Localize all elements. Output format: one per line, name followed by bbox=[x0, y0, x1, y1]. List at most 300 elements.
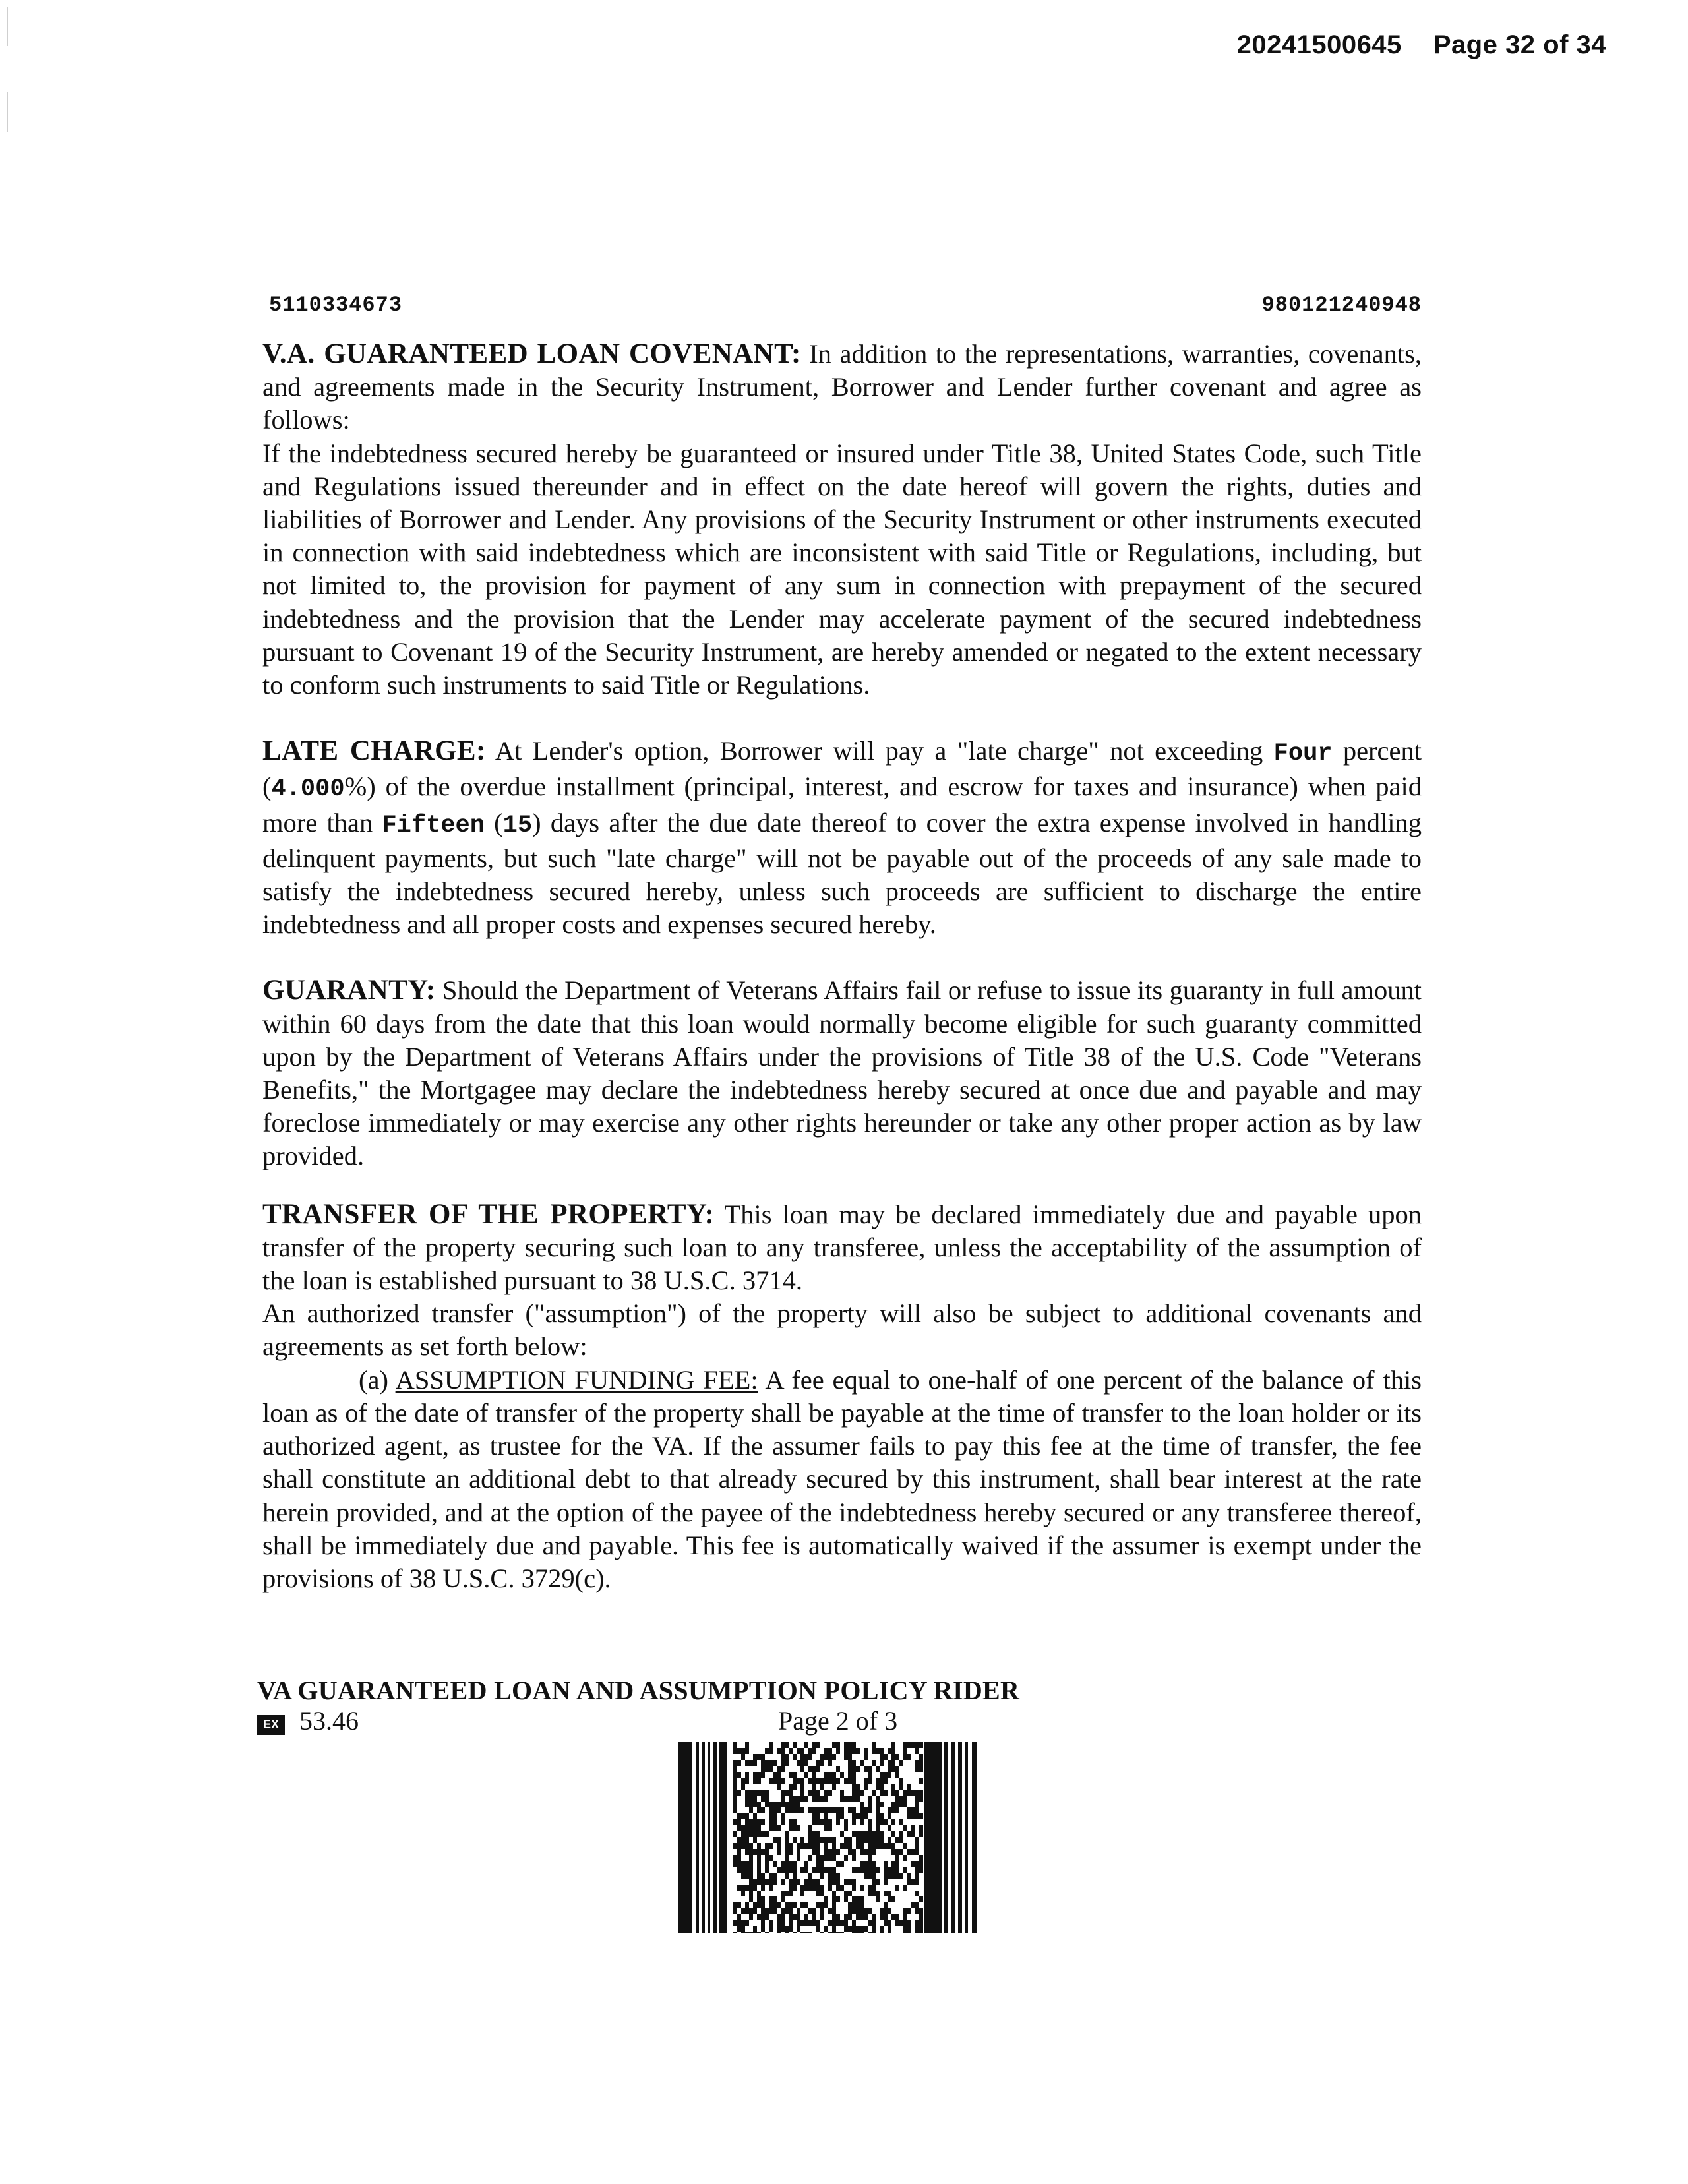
barcode-module bbox=[733, 1790, 737, 1796]
barcode-module bbox=[777, 1802, 781, 1807]
barcode-module bbox=[919, 1855, 923, 1861]
barcode-module bbox=[785, 1831, 789, 1837]
barcode-module bbox=[816, 1861, 820, 1867]
barcode-module bbox=[733, 1766, 737, 1772]
va-covenant-body: If the indebtedness secured hereby be guaranteed or insured under Title 38, United States Code, such Title and Regulations issued thereunder and in effect on the date hereof will govern the rights, duties and liabilities of Borrower and Lender. Any provisions of the Security Instrument or other instruments executed in connection with said indebtedness which are inconsistent with said Title or Regulations, including, but not limited to, the provision for payment of any sum in connection with prepayment of the secured indebtedness and the provision that the Lender may accelerate payment of the secured indebtedness pursuant to Covenant 19 of the Security Instrument, are hereby amended or negated to the extent necessary to conform such instruments to said Title or Regulations. bbox=[262, 438, 1422, 700]
barcode-module bbox=[757, 1807, 761, 1813]
barcode-module bbox=[891, 1802, 895, 1807]
barcode-module bbox=[895, 1796, 899, 1802]
barcode-module bbox=[899, 1849, 903, 1855]
barcode-module bbox=[785, 1891, 789, 1896]
barcode-module bbox=[812, 1790, 816, 1796]
barcode-module bbox=[785, 1908, 789, 1914]
barcode-module bbox=[880, 1754, 884, 1760]
barcode-module bbox=[785, 1855, 789, 1861]
barcode-module bbox=[919, 1920, 923, 1926]
barcode-module bbox=[757, 1825, 761, 1831]
barcode-module bbox=[864, 1807, 868, 1813]
barcode-module bbox=[749, 1819, 753, 1825]
barcode-module bbox=[733, 1742, 737, 1748]
assumption-funding-fee-title: ASSUMPTION FUNDING FEE: bbox=[395, 1364, 758, 1395]
barcode-module bbox=[745, 1748, 749, 1754]
barcode-module bbox=[907, 1831, 911, 1837]
barcode-module bbox=[884, 1843, 888, 1849]
barcode-module bbox=[868, 1861, 872, 1867]
barcode-module bbox=[907, 1807, 911, 1813]
barcode-module bbox=[915, 1813, 919, 1819]
barcode-module bbox=[745, 1831, 749, 1837]
barcode-module bbox=[824, 1896, 828, 1902]
barcode-module bbox=[757, 1867, 761, 1873]
barcode-module bbox=[907, 1926, 911, 1932]
barcode-module bbox=[789, 1807, 793, 1813]
late-charge-rate-number: 4.000 bbox=[271, 775, 345, 804]
barcode-module bbox=[880, 1932, 884, 1933]
barcode-module bbox=[852, 1932, 856, 1933]
barcode-module bbox=[852, 1760, 856, 1766]
barcode-module bbox=[880, 1760, 884, 1766]
barcode-module bbox=[757, 1819, 761, 1825]
barcode-module bbox=[884, 1879, 888, 1885]
barcode-module bbox=[812, 1837, 816, 1843]
guaranty-paragraph: GUARANTY: Should the Department of Veterans Affairs fail or refuse to issue its guaranty in full amount within 60 days from the date that this loan would normally become eligible for such guaranty committed upon by the Department of Veterans Affairs under the provisions of Title 38 of the U.S. Code "Veterans Benefits," the Mortgagee may declare the indebtedness hereby secured at once due and payable and may foreclose immediately or may exercise any other rights hereunder or take any other proper action as by law provided. bbox=[262, 975, 1422, 1171]
barcode-module bbox=[836, 1807, 840, 1813]
barcode-module bbox=[777, 1843, 781, 1849]
barcode-module bbox=[741, 1778, 745, 1784]
barcode-module bbox=[741, 1867, 745, 1873]
barcode-module bbox=[781, 1760, 785, 1766]
barcode-module bbox=[888, 1837, 891, 1843]
barcode-module bbox=[745, 1867, 749, 1873]
barcode-module bbox=[903, 1843, 907, 1849]
barcode-module bbox=[761, 1796, 765, 1802]
barcode-module bbox=[749, 1896, 753, 1902]
barcode-module bbox=[761, 1873, 765, 1879]
barcode-module bbox=[741, 1891, 745, 1896]
barcode-module bbox=[864, 1813, 868, 1819]
barcode-module bbox=[741, 1813, 745, 1819]
barcode-module bbox=[852, 1831, 856, 1837]
barcode-module bbox=[856, 1843, 860, 1849]
barcode-module bbox=[816, 1879, 820, 1885]
barcode-module bbox=[872, 1748, 876, 1754]
barcode-module bbox=[824, 1796, 828, 1802]
barcode-module bbox=[816, 1742, 820, 1748]
barcode-module bbox=[915, 1879, 919, 1885]
barcode-module bbox=[915, 1908, 919, 1914]
barcode-module bbox=[793, 1778, 797, 1784]
barcode-module bbox=[872, 1873, 876, 1879]
barcode-module bbox=[915, 1861, 919, 1867]
barcode-module bbox=[785, 1837, 789, 1843]
barcode-module bbox=[749, 1796, 753, 1802]
barcode-module bbox=[872, 1760, 876, 1766]
barcode-module bbox=[828, 1908, 832, 1914]
barcode-module bbox=[785, 1873, 789, 1879]
barcode-module bbox=[860, 1902, 864, 1908]
barcode-module bbox=[816, 1902, 820, 1908]
barcode-module bbox=[820, 1873, 824, 1879]
barcode-module bbox=[876, 1813, 880, 1819]
barcode-module bbox=[804, 1754, 808, 1760]
barcode-module bbox=[907, 1920, 911, 1926]
barcode-module bbox=[828, 1873, 832, 1879]
barcode-module bbox=[832, 1932, 836, 1933]
barcode-module bbox=[824, 1819, 828, 1825]
barcode-module bbox=[868, 1796, 872, 1802]
barcode-module bbox=[915, 1867, 919, 1873]
barcode-module bbox=[820, 1778, 824, 1784]
barcode-module bbox=[769, 1873, 773, 1879]
barcode-module bbox=[852, 1784, 856, 1790]
barcode-module bbox=[868, 1932, 872, 1933]
barcode-module bbox=[872, 1867, 876, 1873]
barcode-module bbox=[852, 1908, 856, 1914]
barcode-module bbox=[872, 1742, 876, 1748]
barcode-module bbox=[804, 1932, 808, 1933]
barcode-module bbox=[812, 1831, 816, 1837]
barcode-module bbox=[828, 1825, 832, 1831]
barcode-module bbox=[824, 1754, 828, 1760]
barcode-module bbox=[856, 1790, 860, 1796]
barcode-module bbox=[828, 1748, 832, 1754]
barcode-module bbox=[781, 1766, 785, 1772]
barcode-module bbox=[761, 1914, 765, 1920]
barcode-module bbox=[911, 1831, 915, 1837]
barcode-module bbox=[789, 1861, 793, 1867]
barcode-module bbox=[907, 1879, 911, 1885]
barcode-module bbox=[872, 1914, 876, 1920]
barcode-module bbox=[741, 1748, 745, 1754]
barcode-module bbox=[888, 1843, 891, 1849]
barcode-module bbox=[919, 1796, 923, 1802]
barcode-module bbox=[828, 1885, 832, 1891]
barcode-module bbox=[745, 1760, 749, 1766]
barcode-module bbox=[848, 1748, 852, 1754]
barcode-module bbox=[816, 1819, 820, 1825]
barcode-module bbox=[789, 1748, 793, 1754]
barcode-module bbox=[836, 1920, 840, 1926]
barcode-module bbox=[820, 1796, 824, 1802]
barcode-module bbox=[800, 1807, 804, 1813]
barcode-module bbox=[781, 1796, 785, 1802]
barcode-module bbox=[816, 1867, 820, 1873]
barcode-module bbox=[832, 1902, 836, 1908]
barcode-module bbox=[868, 1802, 872, 1807]
page-label: Page 32 of 34 bbox=[1433, 30, 1606, 59]
barcode-module bbox=[761, 1902, 765, 1908]
barcode-module bbox=[919, 1932, 923, 1933]
barcode-module bbox=[836, 1873, 840, 1879]
barcode-module bbox=[800, 1891, 804, 1896]
barcode-module bbox=[820, 1932, 824, 1933]
barcode-module bbox=[844, 1920, 848, 1926]
barcode-module bbox=[741, 1837, 745, 1843]
barcode-module bbox=[797, 1843, 800, 1849]
barcode-module bbox=[808, 1807, 812, 1813]
barcode-module bbox=[899, 1831, 903, 1837]
barcode-module bbox=[804, 1902, 808, 1908]
barcode-module bbox=[840, 1861, 844, 1867]
barcode-module bbox=[808, 1790, 812, 1796]
barcode-module bbox=[915, 1796, 919, 1802]
barcode-module bbox=[864, 1831, 868, 1837]
barcode-module bbox=[793, 1861, 797, 1867]
barcode-module bbox=[745, 1778, 749, 1784]
barcode-module bbox=[749, 1855, 753, 1861]
barcode-module bbox=[832, 1896, 836, 1902]
barcode-module bbox=[804, 1796, 808, 1802]
barcode-module bbox=[753, 1902, 757, 1908]
barcode-module bbox=[816, 1891, 820, 1896]
barcode-module bbox=[852, 1742, 856, 1748]
barcode-module bbox=[828, 1879, 832, 1885]
barcode-module bbox=[793, 1914, 797, 1920]
barcode-module bbox=[844, 1754, 848, 1760]
barcode-module bbox=[812, 1766, 816, 1772]
barcode-module bbox=[860, 1790, 864, 1796]
barcode-module bbox=[915, 1926, 919, 1932]
barcode-module bbox=[741, 1861, 745, 1867]
barcode-module bbox=[919, 1926, 923, 1932]
barcode-module bbox=[773, 1802, 777, 1807]
barcode-module bbox=[824, 1778, 828, 1784]
barcode-module bbox=[793, 1825, 797, 1831]
barcode-module bbox=[741, 1885, 745, 1891]
barcode-module bbox=[793, 1807, 797, 1813]
barcode-module bbox=[800, 1932, 804, 1933]
barcode-module bbox=[773, 1807, 777, 1813]
barcode-module bbox=[876, 1748, 880, 1754]
barcode-module bbox=[872, 1885, 876, 1891]
barcode-module bbox=[840, 1790, 844, 1796]
barcode-module bbox=[781, 1742, 785, 1748]
barcode-module bbox=[800, 1885, 804, 1891]
barcode-module bbox=[741, 1843, 745, 1849]
barcode-module bbox=[848, 1926, 852, 1932]
barcode-module bbox=[888, 1932, 891, 1933]
barcode-module bbox=[860, 1867, 864, 1873]
late-charge-heading: LATE CHARGE: bbox=[262, 735, 486, 767]
barcode-module bbox=[793, 1885, 797, 1891]
barcode-module bbox=[773, 1873, 777, 1879]
barcode-module bbox=[876, 1867, 880, 1873]
barcode-module bbox=[733, 1908, 737, 1914]
barcode-module bbox=[856, 1766, 860, 1772]
barcode-module bbox=[793, 1802, 797, 1807]
barcode-module bbox=[832, 1855, 836, 1861]
barcode-module bbox=[749, 1908, 753, 1914]
transfer-assumption-text: An authorized transfer ("assumption") of the property will also be subject to additional covenants and agreements as set forth below: bbox=[262, 1298, 1422, 1362]
barcode-module bbox=[797, 1914, 800, 1920]
barcode-module bbox=[812, 1867, 816, 1873]
barcode-module bbox=[800, 1796, 804, 1802]
barcode-module bbox=[749, 1867, 753, 1873]
barcode-module bbox=[781, 1748, 785, 1754]
barcode-module bbox=[781, 1861, 785, 1867]
barcode-module bbox=[761, 1807, 765, 1813]
barcode-module bbox=[757, 1849, 761, 1855]
barcode-module bbox=[757, 1896, 761, 1902]
barcode-module bbox=[765, 1914, 769, 1920]
barcode-module bbox=[848, 1760, 852, 1766]
barcode-module bbox=[773, 1902, 777, 1908]
barcode-module bbox=[812, 1849, 816, 1855]
barcode-module bbox=[789, 1819, 793, 1825]
barcode-module bbox=[899, 1784, 903, 1790]
barcode-module bbox=[793, 1873, 797, 1879]
barcode-module bbox=[907, 1932, 911, 1933]
barcode-module bbox=[899, 1778, 903, 1784]
barcode-module bbox=[789, 1772, 793, 1778]
barcode-module bbox=[868, 1885, 872, 1891]
barcode-module bbox=[840, 1920, 844, 1926]
barcode-module bbox=[749, 1873, 753, 1879]
barcode-module bbox=[808, 1748, 812, 1754]
barcode-module bbox=[864, 1926, 868, 1932]
barcode-module bbox=[789, 1790, 793, 1796]
barcode-module bbox=[852, 1867, 856, 1873]
barcode-module bbox=[852, 1748, 856, 1754]
barcode-module bbox=[816, 1760, 820, 1766]
transfer-heading: TRANSFER OF THE PROPERTY: bbox=[262, 1198, 715, 1230]
barcode-module bbox=[832, 1914, 836, 1920]
barcode-module bbox=[832, 1843, 836, 1849]
barcode-module bbox=[868, 1778, 872, 1784]
barcode-module bbox=[895, 1754, 899, 1760]
barcode-module bbox=[800, 1766, 804, 1772]
barcode-module bbox=[753, 1932, 757, 1933]
barcode-module bbox=[891, 1843, 895, 1849]
barcode-module bbox=[816, 1831, 820, 1837]
barcode-module bbox=[864, 1778, 868, 1784]
barcode-module bbox=[761, 1908, 765, 1914]
barcode-module bbox=[812, 1748, 816, 1754]
barcode-module bbox=[808, 1908, 812, 1914]
barcode-module bbox=[737, 1914, 741, 1920]
barcode-module bbox=[848, 1772, 852, 1778]
barcode-module bbox=[880, 1843, 884, 1849]
loan-number-right: 980121240948 bbox=[1261, 293, 1422, 317]
barcode-module bbox=[852, 1879, 856, 1885]
barcode-module bbox=[773, 1837, 777, 1843]
barcode-module bbox=[872, 1861, 876, 1867]
barcode-module bbox=[777, 1772, 781, 1778]
late-charge-days-words: Fifteen bbox=[382, 811, 485, 839]
barcode-module bbox=[769, 1843, 773, 1849]
barcode-module bbox=[800, 1760, 804, 1766]
barcode-module bbox=[785, 1926, 789, 1932]
barcode-module bbox=[876, 1807, 880, 1813]
barcode-module bbox=[777, 1914, 781, 1920]
barcode-module bbox=[765, 1879, 769, 1885]
va-covenant-intro: V.A. GUARANTEED LOAN COVENANT: In addition to the representations, warranties, covenants, and agreements made in the Security Instrument, Borrower and Lender further covenant and agree as follows: bbox=[262, 338, 1422, 435]
barcode-module bbox=[840, 1843, 844, 1849]
barcode-module bbox=[737, 1855, 741, 1861]
barcode-module bbox=[769, 1802, 773, 1807]
barcode-module bbox=[860, 1861, 864, 1867]
barcode-module bbox=[757, 1879, 761, 1885]
barcode-module bbox=[836, 1819, 840, 1825]
barcode-module bbox=[836, 1778, 840, 1784]
barcode-module bbox=[753, 1819, 757, 1825]
barcode-module bbox=[749, 1843, 753, 1849]
barcode-module bbox=[769, 1902, 773, 1908]
barcode-module bbox=[848, 1754, 852, 1760]
barcode-module bbox=[899, 1873, 903, 1879]
barcode-module bbox=[769, 1896, 773, 1902]
barcode-module bbox=[836, 1813, 840, 1819]
barcode-module bbox=[911, 1742, 915, 1748]
barcode-module bbox=[733, 1932, 737, 1933]
barcode-module bbox=[785, 1849, 789, 1855]
barcode-module bbox=[741, 1831, 745, 1837]
barcode-module bbox=[761, 1879, 765, 1885]
barcode-module bbox=[848, 1879, 852, 1885]
barcode-module bbox=[733, 1748, 737, 1754]
barcode-module bbox=[848, 1891, 852, 1896]
barcode-module bbox=[852, 1772, 856, 1778]
barcode-module bbox=[836, 1879, 840, 1885]
barcode-module bbox=[777, 1837, 781, 1843]
barcode-module bbox=[769, 1742, 773, 1748]
barcode-module bbox=[753, 1879, 757, 1885]
barcode-module bbox=[741, 1926, 745, 1932]
barcode-module bbox=[793, 1772, 797, 1778]
barcode-module bbox=[895, 1837, 899, 1843]
barcode-module bbox=[848, 1843, 852, 1849]
barcode-module bbox=[888, 1920, 891, 1926]
barcode-module bbox=[836, 1742, 840, 1748]
barcode-module bbox=[824, 1843, 828, 1849]
barcode-module bbox=[737, 1867, 741, 1873]
rider-page-number: Page 2 of 3 bbox=[778, 1706, 898, 1736]
barcode-module bbox=[808, 1837, 812, 1843]
loan-number-row bbox=[269, 293, 1422, 317]
barcode-module bbox=[836, 1861, 840, 1867]
barcode-module bbox=[828, 1920, 832, 1926]
barcode-module bbox=[753, 1772, 757, 1778]
barcode-module bbox=[864, 1873, 868, 1879]
scan-edge-mark bbox=[7, 92, 8, 132]
barcode-module bbox=[765, 1831, 769, 1837]
barcode-module bbox=[769, 1819, 773, 1825]
barcode-module bbox=[769, 1885, 773, 1891]
barcode-module bbox=[773, 1825, 777, 1831]
barcode-module bbox=[733, 1802, 737, 1807]
barcode-module bbox=[840, 1796, 844, 1802]
barcode-module bbox=[789, 1802, 793, 1807]
barcode-module bbox=[876, 1819, 880, 1825]
barcode-module bbox=[856, 1908, 860, 1914]
barcode-module bbox=[880, 1908, 884, 1914]
barcode-module bbox=[840, 1772, 844, 1778]
barcode-module bbox=[832, 1926, 836, 1932]
barcode-module bbox=[844, 1837, 848, 1843]
barcode-module bbox=[816, 1849, 820, 1855]
barcode-module bbox=[808, 1879, 812, 1885]
barcode-module bbox=[789, 1879, 793, 1885]
va-covenant-heading: V.A. GUARANTEED LOAN COVENANT: bbox=[262, 338, 801, 369]
barcode-module bbox=[856, 1748, 860, 1754]
barcode-module bbox=[753, 1831, 757, 1837]
barcode-module bbox=[765, 1766, 769, 1772]
barcode-module bbox=[860, 1831, 864, 1837]
barcode-module bbox=[800, 1902, 804, 1908]
barcode-module bbox=[840, 1885, 844, 1891]
barcode-module bbox=[891, 1748, 895, 1754]
barcode-module bbox=[816, 1766, 820, 1772]
